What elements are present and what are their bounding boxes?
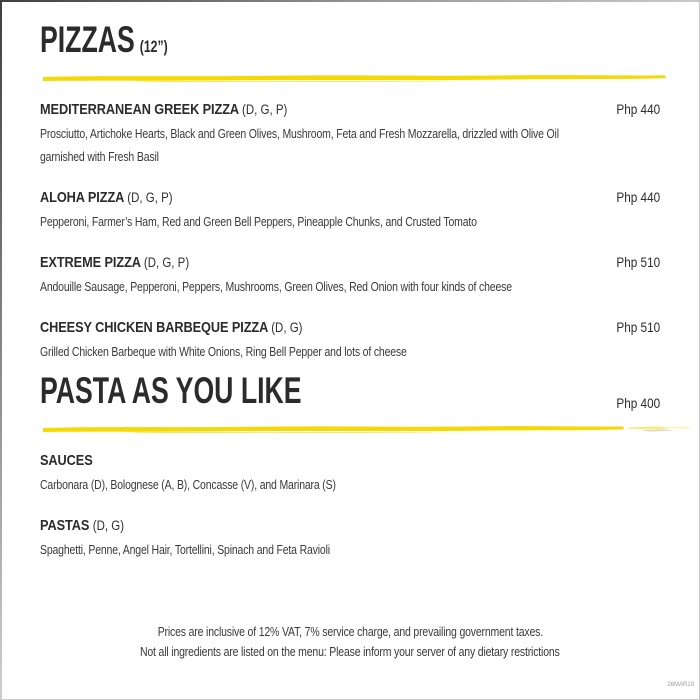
item-price: Php 440 <box>616 189 660 205</box>
section-title <box>40 19 168 62</box>
corner-version-note: 26MAR19 <box>667 682 694 688</box>
item-name: ALOHA PIZZA (D, G, P) <box>40 189 173 206</box>
item-name: MEDITERRANEAN GREEK PIZZA (D, G, P) <box>40 101 288 118</box>
section-pizzas <box>40 19 660 364</box>
item-description: Prosciutto, Artichoke Hearts, Black and Green Olives, Mushroom, Feta and Fresh Mozzarella, drizzled with Olive Oil garnished with Fresh Basil <box>40 127 559 164</box>
footer-line: Prices are inclusive of 12% VAT, 7% service charge, and prevailing government taxes. <box>157 625 543 639</box>
item-row <box>40 516 660 535</box>
item-name: PASTAS (D, G) <box>40 517 125 534</box>
item-description: Carbonara (D), Bolognese (A, B), Concasse (V), and Marinara (S) <box>40 478 336 492</box>
menu-item <box>40 451 660 497</box>
item-name: EXTREME PIZZA (D, G, P) <box>40 254 190 271</box>
section-header <box>40 370 660 413</box>
section-title-text: PIZZAS <box>40 19 135 60</box>
item-row <box>40 318 660 337</box>
item-allergen-tags: (D, G, P) <box>127 190 173 205</box>
footer-disclaimer <box>40 622 660 662</box>
item-row <box>40 253 660 272</box>
item-description: Andouille Sausage, Pepperoni, Peppers, Mushrooms, Green Olives, Red Onion with four kinds of cheese <box>40 280 512 294</box>
section-title-text: PASTA AS YOU LIKE <box>40 370 302 411</box>
section-title-suffix: (12”) <box>139 37 168 56</box>
section-pasta <box>40 370 660 562</box>
menu-item <box>40 100 660 169</box>
item-name: CHEESY CHICKEN BARBEQUE PIZZA (D, G) <box>40 319 303 336</box>
item-name: SAUCES <box>40 452 93 469</box>
menu-item <box>40 318 660 364</box>
section-header <box>40 19 660 62</box>
item-allergen-tags: (D, G, P) <box>143 255 190 270</box>
item-row <box>40 100 660 119</box>
section-title <box>40 370 307 413</box>
item-price: Php 510 <box>616 254 660 270</box>
item-row <box>40 451 660 470</box>
item-description: Pepperoni, Farmer’s Ham, Red and Green Bell Peppers, Pineapple Chunks, and Crusted Tomato <box>40 215 477 229</box>
item-row <box>40 188 660 207</box>
item-price: Php 440 <box>616 101 660 117</box>
menu-item <box>40 516 660 562</box>
section-items <box>40 100 660 364</box>
item-description: Spaghetti, Penne, Angel Hair, Tortellini, Spinach and Feta Ravioli <box>40 543 330 557</box>
item-price: Php 510 <box>616 319 660 335</box>
menu-item <box>40 188 660 234</box>
yellow-brush-line <box>40 422 660 435</box>
yellow-brush-line <box>40 71 660 84</box>
item-allergen-tags: (D, G) <box>271 320 303 335</box>
section-items <box>40 451 660 562</box>
menu-item <box>40 253 660 299</box>
section-price: Php 400 <box>616 395 660 411</box>
footer-line: Not all ingredients are listed on the menu: Please inform your server of any dietary restrictions <box>140 645 560 659</box>
item-description: Grilled Chicken Barbeque with White Onions, Ring Bell Pepper and lots of cheese <box>40 345 407 359</box>
item-allergen-tags: (D, G, P) <box>242 102 288 117</box>
item-allergen-tags: (D, G) <box>92 518 125 533</box>
